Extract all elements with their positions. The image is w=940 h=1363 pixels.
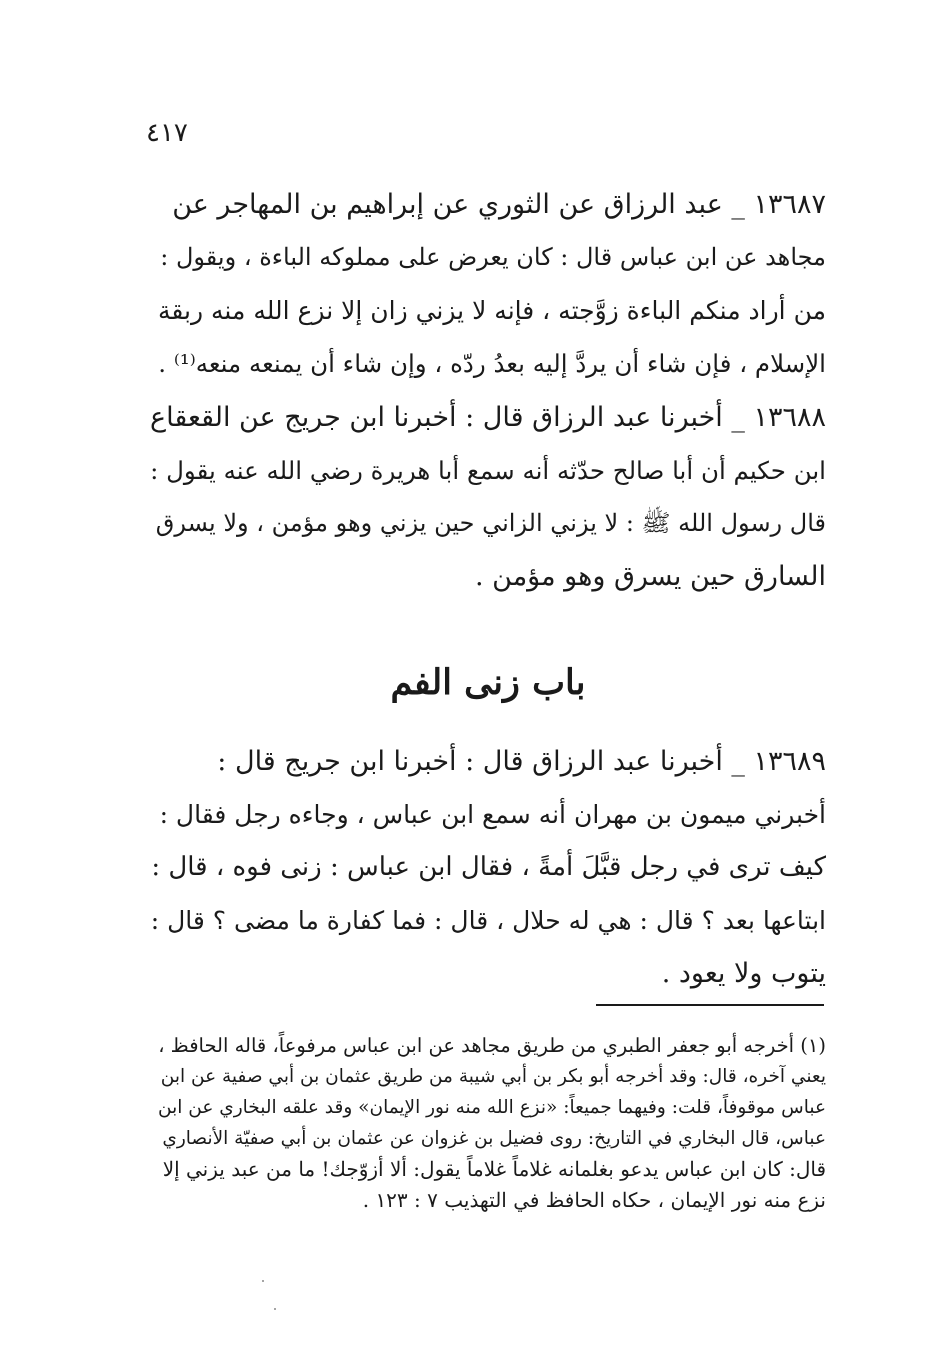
text-line: الإسلام ، فإن شاء أن يردَّ إليه بعدُ ردّه ، وإن شاء أن يمنعه منعه⁽¹⁾ . [158,349,826,378]
footnote-line: عباس موقوفاً، قلت: وفيهما جميعاً: «نزع الله منه نور الإيمان» وقد علقه البخاري عن ابن [157,1097,826,1118]
text-line: ابن حكيم أن أبا صالح حدّثه أنه سمع أبا هريرة رضي الله عنه يقول : [150,456,826,485]
footnote-line: (١) أخرجه أبو جعفر الطبري من طريق مجاهد عن ابن عباس مرفوعاً، قاله الحافظ ، [158,1034,826,1057]
scan-speck [262,1280,264,1282]
paragraph [150,391,826,603]
footnote-line: قال: كان ابن عباس يدعو بغلمانه غلاماً غلاماً يقول: ألا أزوّجك! ما من عبد يزني إلا [162,1157,826,1181]
hadith-13689 [150,735,826,1000]
text-line: يتوب ولا يعود . [661,958,826,989]
text-line: ١٣٦٨٨ _ أخبرنا عبد الرزاق قال : أخبرنا ابن جريج عن القعقاع [150,402,826,433]
hadith-13688 [150,391,826,603]
text-line: كيف ترى في رجل قبَّلَ أمةً ، فقال ابن عباس : زنى فوه ، قال : [151,852,826,882]
paragraph [150,178,826,390]
text-line: من أراد منكم الباءة زوَّجته ، فإنه لا يزني زان إلا نزع الله منه ربقة [158,296,826,325]
text-line: ١٣٦٨٩ _ أخبرنا عبد الرزاق قال : أخبرنا ابن جريج قال : [217,746,826,777]
text-line: ١٣٦٨٧ _ عبد الرزاق عن الثوري عن إبراهيم بن المهاجر عن [172,189,826,220]
text-line: ابتاعها بعد ؟ قال : هي له حلال ، قال : فما كفارة ما مضى ؟ قال : [150,906,826,935]
page-number: ٤١٧ [146,118,188,148]
hadith-13687 [150,178,826,390]
footnote-line: نزع منه نور الإيمان ، حكاه الحافظ في التهذيب ٧ : ١٢٣ . [362,1188,826,1212]
scan-speck [274,1308,276,1310]
text-line: أخبرني ميمون بن مهران أنه سمع ابن عباس ، وجاءه رجل فقال : [159,800,826,829]
footnotes [150,1030,826,1216]
chapter-heading: باب زنى الفم [390,662,586,703]
footnote-separator [596,1004,824,1006]
text-line: مجاهد عن ابن عباس قال : كان يعرض على مملوكه الباءة ، ويقول : [160,243,826,271]
footnote-line: عباس، قال البخاري في التاريخ: روى فضيل بن غزوان عن عثمان بن أبي صفيّة الأنصاري [162,1128,826,1149]
paragraph [150,735,826,1000]
footnote-line: يعني آخره، قال: وقد أخرجه أبو بكر بن أبي شيبة من طريق عثمان بن أبي صفية عن ابن [160,1066,826,1087]
text-line: قال رسول الله ﷺ : لا يزني الزاني حين يزني وهو مؤمن ، ولا يسرق [155,509,826,537]
text-line: السارق حين يسرق وهو مؤمن . [474,561,826,592]
